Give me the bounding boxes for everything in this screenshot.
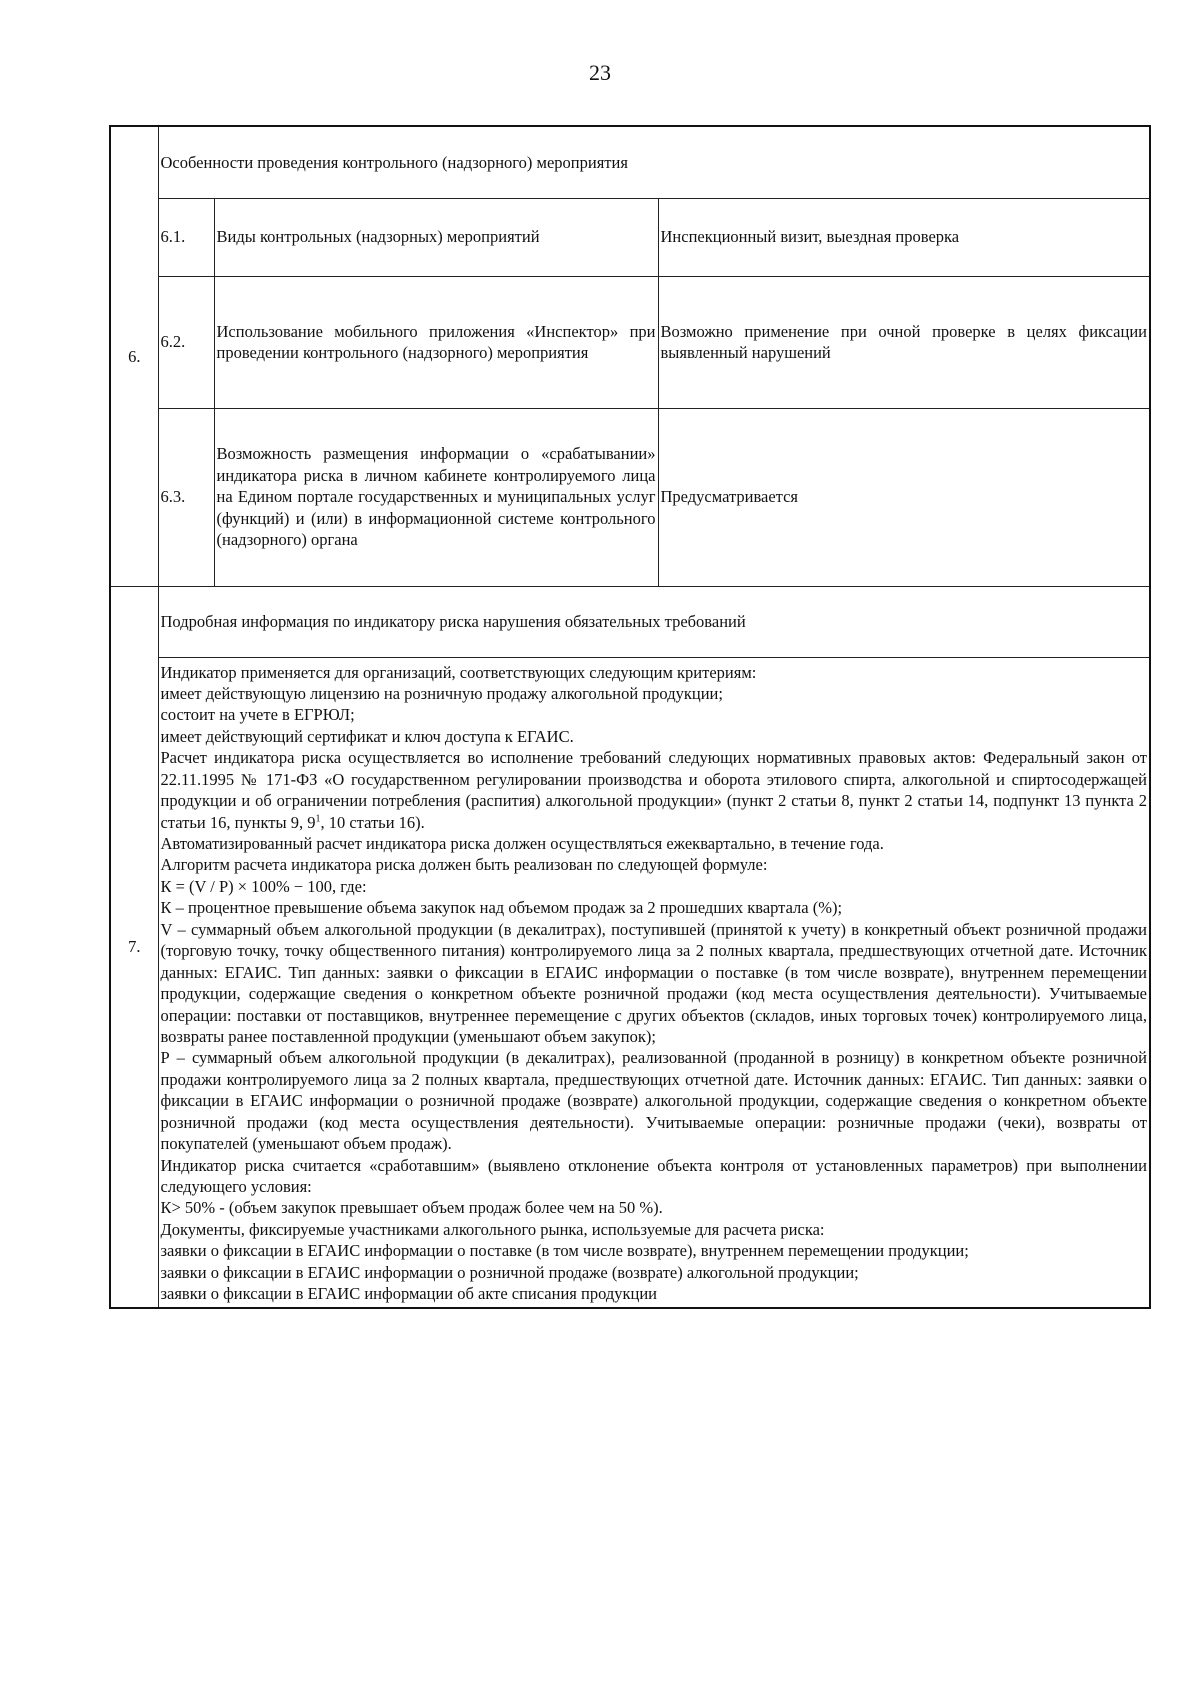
paragraph: Индикатор риска считается «сработавшим» (выявлено отклонение объекта контроля от установленных параметров) при выполнении следующего условия: xyxy=(160,1155,1147,1196)
paragraph: заявки о фиксации в ЕГАИС информации о поставке (в том числе возврате), внутреннем перемещении продукции; xyxy=(160,1241,969,1261)
section-7-body-row xyxy=(110,657,1150,1308)
paragraph: Р – суммарный объем алкогольной продукции (в декалитрах), реализованной (проданной в розницу) в конкретном объекте розничной продажи контролируемого лица за 2 полных квартала, предшествующих отчетной дате. Источник данных: ЕГАИС. Тип данных: заявки о фиксации в ЕГАИС информации о розничной продаже (возврате) алкогольной продукции, содержащие сведения о конкретном объекте розничной продажи (код места осуществления деятельности). Учитываемые операции: розничные продажи (чеки), возвраты от покупателей (уменьшают объем продаж). xyxy=(160,1048,1147,1154)
paragraph: Автоматизированный расчет индикатора риска должен осуществляться ежеквартально, в течение года. xyxy=(160,834,884,853)
paragraph: Индикатор применяется для организаций, соответствующих следующим критериям: xyxy=(160,662,757,682)
row-name: Использование мобильного приложения «Инспектор» при проведении контрольного (надзорного) мероприятия xyxy=(214,276,658,408)
row-value: Инспекционный визит, выездная проверка xyxy=(658,198,1150,276)
paragraph: V – суммарный объем алкогольной продукции (в декалитрах), поступившей (принятой к учету) в конкретный объект розничной продажи (торговую точку, точку общественного питания) контролируемого лица за 2 полных квартала, предшествующих отчетной дате. Источник данных: ЕГАИС. Тип данных: заявки о фиксации в ЕГАИС информации о поставке (в том числе возврате), внутреннем перемещении продукции, содержащие сведения о конкретном объекте розничной продажи (код места осуществления деятельности). Учитываемые операции: поставки от поставщиков, внутреннее перемещение с других объектов (складов, иных торговых точек) контролируемого лица, возвраты ранее поставленной продукции (уменьшают объем закупок); xyxy=(160,919,1147,1046)
regulation-table xyxy=(109,125,1151,1309)
section-7-number: 7. xyxy=(110,586,158,1308)
paragraph: К> 50% - (объем закупок превышает объем продаж более чем на 50 %). xyxy=(160,1198,663,1218)
table-row xyxy=(110,408,1150,586)
paragraph-text: , 10 статьи 16). xyxy=(320,812,425,832)
row-name: Виды контрольных (надзорных) мероприятий xyxy=(214,198,658,276)
table-row xyxy=(110,276,1150,408)
paragraph: Документы, фиксируемые участниками алкогольного рынка, используемые для расчета риска: xyxy=(160,1219,825,1239)
row-number: 6.1. xyxy=(158,198,214,276)
paragraph: имеет действующий сертификат и ключ доступа к ЕГАИС. xyxy=(160,726,574,746)
section-7-body xyxy=(158,657,1150,1308)
section-6-title: Особенности проведения контрольного (надзорного) мероприятия xyxy=(158,126,1150,198)
row-value: Предусматривается xyxy=(658,408,1150,586)
paragraph: заявки о фиксации в ЕГАИС информации об акте списания продукции xyxy=(160,1284,657,1304)
section-6-header-row xyxy=(110,126,1150,198)
paragraph-text: Расчет индикатора риска осуществляется во исполнение требований следующих нормативных правовых актов: Федеральный закон от 22.11.1995 № 171-ФЗ «О государственном регулировании производства и оборота этилового спирта, алкогольной и спиртосодержащей продукции и об ограничении потребления (распития) алкогольной продукции» (пункт 2 статьи 8, пункт 2 статьи 14, подпункт 13 пункта 2 статьи 16, пункты 9, 9 xyxy=(160,748,1147,832)
row-value: Возможно применение при очной проверке в целях фиксации выявленный нарушений xyxy=(658,276,1150,408)
formula: К = (V / Р) × 100% − 100, где: xyxy=(160,876,367,896)
row-name: Возможность размещения информации о «срабатывании» индикатора риска в личном кабинете контролируемого лица на Едином портале государственных и муниципальных услуг (функций) и (или) в информационной системе контрольного (надзорного) органа xyxy=(214,408,658,586)
section-6-number: 6. xyxy=(110,126,158,586)
row-number: 6.2. xyxy=(158,276,214,408)
paragraph: имеет действующую лицензию на розничную продажу алкогольной продукции; xyxy=(160,683,723,703)
section-7-title: Подробная информация по индикатору риска нарушения обязательных требований xyxy=(158,586,1150,657)
table-row xyxy=(110,198,1150,276)
paragraph: заявки о фиксации в ЕГАИС информации о розничной продаже (возврате) алкогольной продукции; xyxy=(160,1262,859,1282)
section-7-header-row xyxy=(110,586,1150,657)
paragraph: состоит на учете в ЕГРЮЛ; xyxy=(160,705,355,725)
paragraph: Алгоритм расчета индикатора риска должен быть реализован по следующей формуле: xyxy=(160,855,768,875)
superscript: 1 xyxy=(315,813,321,825)
paragraph: К – процентное превышение объема закупок над объемом продаж за 2 прошедших квартала (%); xyxy=(160,898,843,918)
paragraph xyxy=(161,747,1148,833)
page-number: 23 xyxy=(589,60,611,85)
row-number: 6.3. xyxy=(158,408,214,586)
